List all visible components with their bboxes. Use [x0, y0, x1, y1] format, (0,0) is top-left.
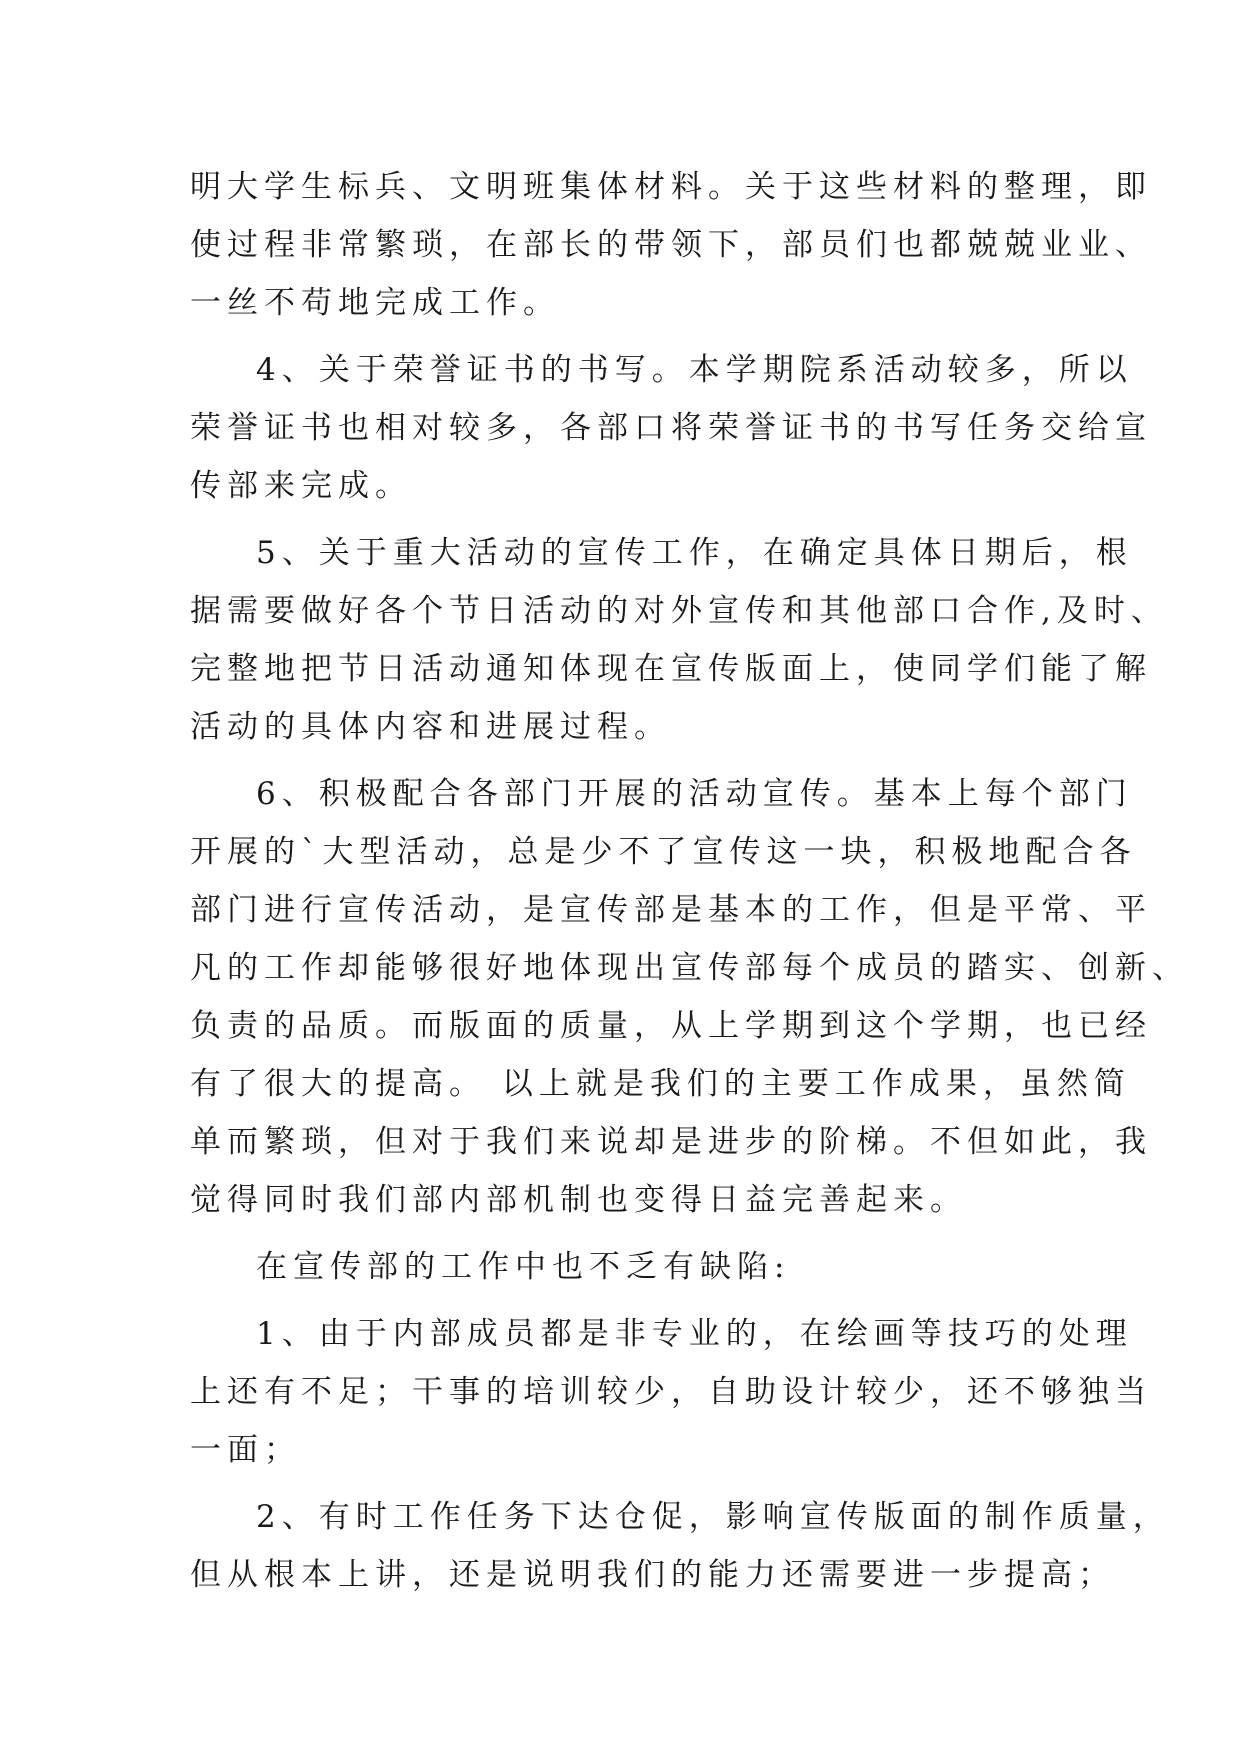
text-line: 荣誉证书也相对较多，各部口将荣誉证书的书写任务交给宣 [190, 410, 1152, 446]
text-line: 觉得同时我们部内部机制也变得日益完善起来。 [190, 1182, 967, 1218]
paragraph [190, 1488, 1170, 1604]
text-line: 2、有时工作任务下达仓促，影响宣传版面的制作质量， [256, 1499, 1170, 1535]
text-line: 上还有不足；干事的培训较少，自助设计较少，还不够独当 [190, 1374, 1152, 1410]
text-line: 开展的`大型活动，总是少不了宣传这一块，积极地配合各 [190, 834, 1137, 870]
paragraph [190, 765, 1189, 1229]
text-line: 单而繁琐，但对于我们来说却是进步的阶梯。不但如此，我 [190, 1124, 1152, 1160]
text-line: 6、积极配合各部门开展的活动宣传。基本上每个部门 [256, 776, 1133, 812]
paragraph [190, 1305, 1152, 1479]
paragraph [190, 158, 1152, 332]
text-line: 负责的品质。而版面的质量，从上学期到这个学期，也已经 [190, 1008, 1152, 1044]
text-line: 有了很大的提高。 以上就是我们的主要工作成果，虽然简 [190, 1066, 1131, 1102]
text-line: 4、关于荣誉证书的书写。本学期院系活动较多，所以 [256, 352, 1133, 388]
text-line: 完整地把节日活动通知体现在宣传版面上，使同学们能了解 [190, 651, 1152, 687]
text-line: 但从根本上讲，还是说明我们的能力还需要进一步提高； [190, 1557, 1115, 1593]
paragraph [190, 524, 1168, 756]
text-line: 使过程非常繁琐，在部长的带领下，部员们也都兢兢业业、 [190, 227, 1152, 263]
text-line: 明大学生标兵、文明班集体材料。关于这些材料的整理，即 [190, 169, 1152, 205]
text-line: 据需要做好各个节日活动的对外宣传和其他部口合作,及时、 [190, 593, 1168, 629]
paragraph [190, 1238, 1056, 1296]
text-line: 传部来完成。 [190, 468, 412, 504]
text-line: 部门进行宣传活动，是宣传部是基本的工作，但是平常、平 [190, 892, 1152, 928]
text-line: 5、关于重大活动的宣传工作，在确定具体日期后，根 [256, 535, 1133, 571]
text-line: 在宣传部的工作中也不乏有缺陷: [256, 1249, 791, 1285]
text-line: 一面； [190, 1432, 301, 1468]
text-line: 活动的具体内容和进展过程。 [190, 709, 671, 745]
text-line: 一丝不苟地完成工作。 [190, 285, 560, 321]
document-body [190, 158, 1189, 1604]
paragraph [190, 341, 1152, 515]
text-line: 凡的工作却能够很好地体现出宣传部每个成员的踏实、创新、 [190, 950, 1189, 986]
text-line: 1、由于内部成员都是非专业的，在绘画等技巧的处理 [256, 1316, 1133, 1352]
